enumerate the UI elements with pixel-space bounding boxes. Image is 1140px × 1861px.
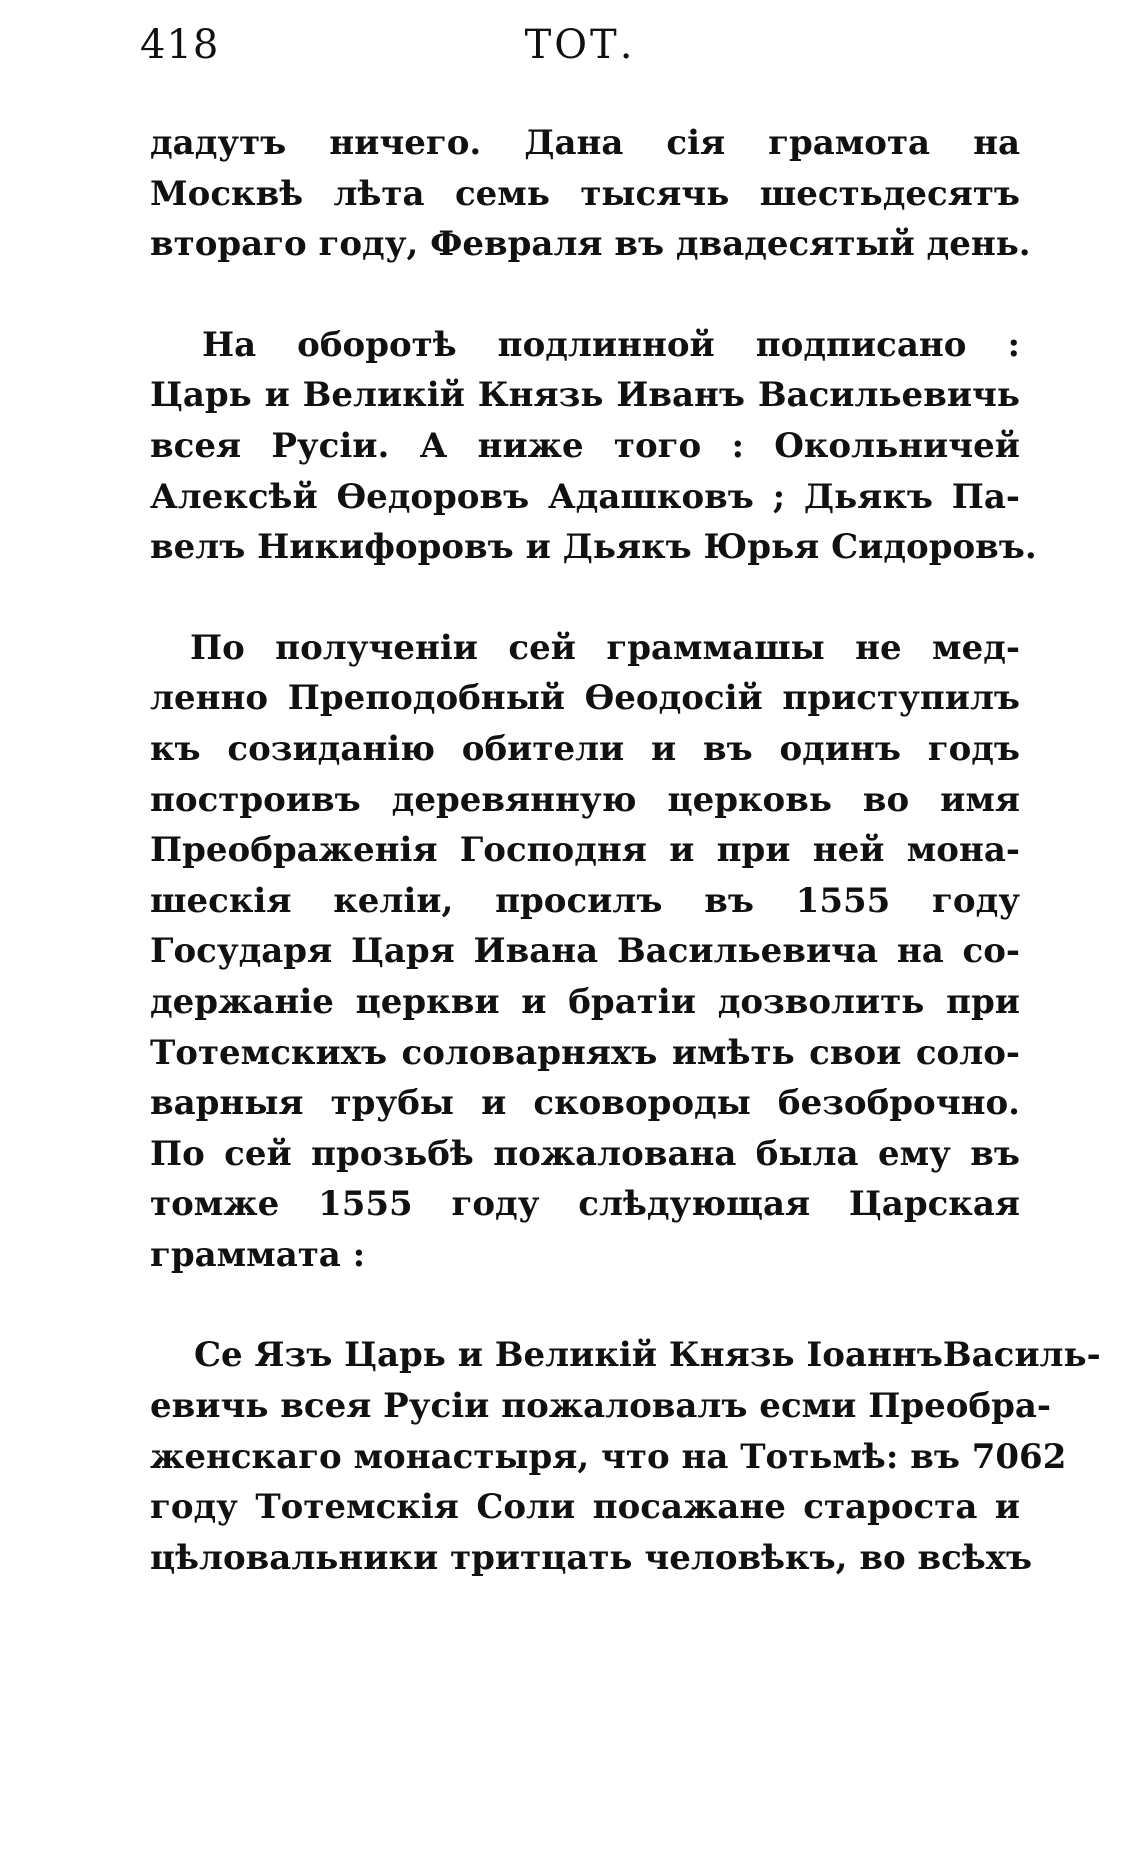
paragraph-3-body <box>150 673 1020 1280</box>
page-number: 418 <box>140 22 220 68</box>
text-line: Тотемскихъ соловарняхъ имѣть свои соло- <box>150 1032 1020 1073</box>
text-line: Се Язъ Царь и Великій Князь ІоаннъВасиль- <box>194 1335 1101 1376</box>
text-line: женскаго монастыря, что на Тотьмѣ: въ 7062 <box>150 1436 1067 1477</box>
paragraph-4 <box>150 1330 1101 1381</box>
text-line: держаніе церкви и братіи дозволить при <box>150 981 1020 1022</box>
text-line: къ созиданію обители и въ одинъ годъ <box>150 728 1020 769</box>
text-line: построивъ деревянную церковь во имя <box>150 779 1020 820</box>
paragraph-1 <box>150 118 1031 270</box>
paragraph-spacer <box>150 1280 1020 1330</box>
text-line: Царь и Великій Князь Иванъ Васильевичь <box>150 375 1020 416</box>
text-line: Москвѣ лѣта семь тысячь шестьдесятъ <box>150 173 1020 214</box>
text-line: велъ Никифоровъ и Дьякъ Юрья Сидоровъ. <box>150 527 1037 568</box>
text-line: цѣловальники тритцать человѣкъ, во всѣхъ <box>150 1537 1033 1578</box>
page-header <box>140 22 1020 92</box>
text-line: На оборотѣ подлинной подписано : <box>202 324 1020 365</box>
text-line: втораго году, Февраля въ двадесятый день. <box>150 224 1031 265</box>
text-line: Преображенія Господня и при ней мона- <box>150 830 1020 871</box>
text-line: шескія келіи, просилъ въ 1555 году <box>150 880 1020 921</box>
text-line: варныя трубы и сковороды безоброчно. <box>150 1083 1020 1124</box>
paragraph-4-body <box>150 1381 1067 1583</box>
text-line: Государя Царя Ивана Васильевича на со- <box>150 931 1020 972</box>
paragraph-2-body <box>150 370 1037 572</box>
text-line: году Тотемскія Соли посажане староста и <box>150 1487 1020 1528</box>
text-line: граммата : <box>150 1234 366 1275</box>
text-line: Алексѣй Өедоровъ Адашковъ ; Дьякъ Па- <box>150 476 1020 517</box>
text-line: евичь всея Русіи пожаловалъ есми Преобра- <box>150 1386 1052 1427</box>
paragraph-2 <box>150 320 1020 371</box>
text-line: дадутъ ничего. Дана сія грамота на <box>150 123 1020 163</box>
paragraph-3 <box>150 623 1020 674</box>
running-title: ТОТ. <box>524 22 636 68</box>
paragraph-spacer <box>150 573 1020 623</box>
text-line: ленно Преподобный Өеодосій приступилъ <box>150 678 1020 719</box>
body-text <box>150 118 1101 1583</box>
text-line: всея Русіи. А ниже того : Окольничей <box>150 425 1020 466</box>
text-line: По сей прозьбѣ пожалована была ему въ <box>150 1133 1020 1174</box>
paragraph-spacer <box>150 270 1020 320</box>
text-line: По полученіи сей граммашы не мед- <box>190 627 1020 668</box>
text-line: томже 1555 году слѣдующая Царская <box>150 1184 1020 1225</box>
